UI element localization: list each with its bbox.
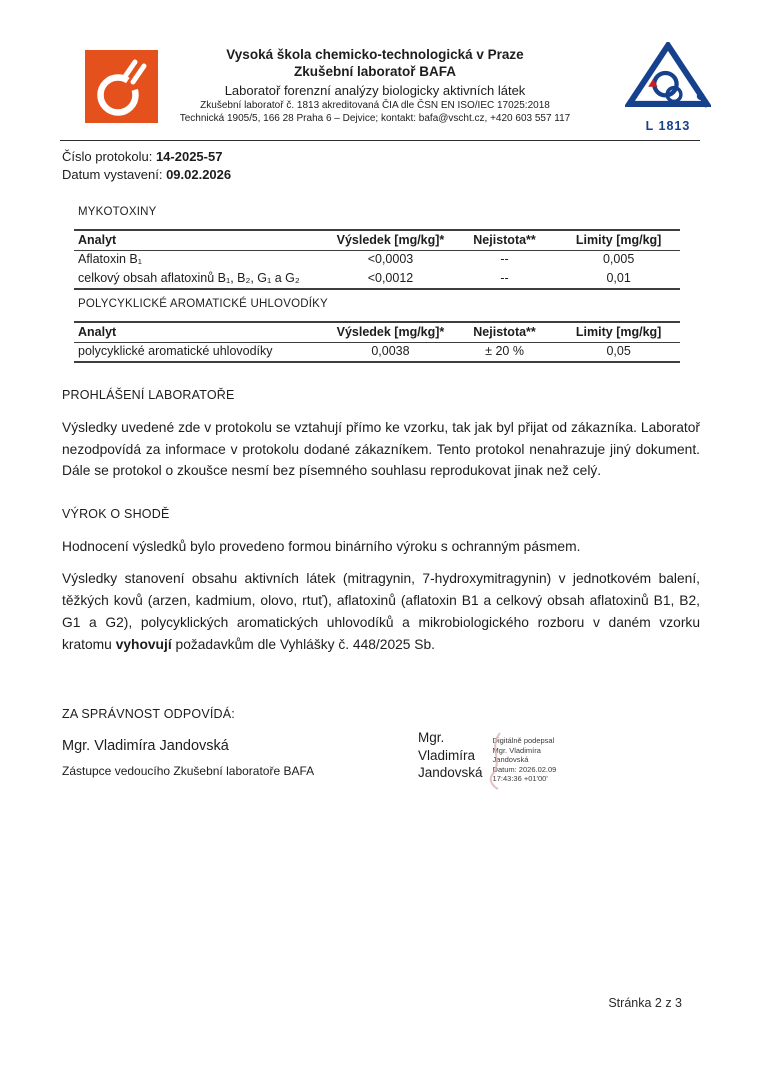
protocol-number-row: [62, 148, 231, 166]
digital-signer-name: [418, 729, 483, 784]
issue-date-label: Datum vystavení:: [62, 166, 163, 182]
digital-detail-line: Datum: 2026.02.09: [492, 764, 557, 774]
pah-table: [74, 321, 680, 363]
accreditation-line: Zkušební laboratoř č. 1813 akreditovaná ČIA dle ČSN EN ISO/IEC 17025:2018: [200, 100, 550, 111]
digital-detail-line: Jandovská: [492, 755, 529, 765]
digital-signer-line: Vladimíra: [418, 747, 476, 763]
digital-signature-block: [418, 729, 603, 784]
cia-triangle-icon: [625, 42, 711, 116]
column-header-uncertainty: Nejistota**: [452, 322, 557, 342]
issue-date-value: 09.02.2026: [166, 166, 232, 182]
section-title-responsibility: ZA SPRÁVNOST ODPOVÍDÁ:: [62, 707, 235, 721]
conformity-result-text: [62, 568, 700, 656]
digital-signature-details: [493, 729, 557, 784]
vscht-logo-icon: [85, 50, 158, 123]
column-header-result: Výsledek [mg/kg]*: [329, 322, 452, 342]
table-header-row: [74, 322, 680, 342]
lab-name: Zkušební laboratoř BAFA: [293, 63, 457, 79]
protocol-meta: [62, 148, 231, 183]
digital-detail-line: Mgr. Vladimíra: [492, 745, 541, 755]
page-number: Stránka 2 z 3: [608, 996, 682, 1010]
digital-signer-line: Mgr.: [418, 730, 445, 745]
column-header-uncertainty: Nejistota**: [452, 230, 557, 250]
column-header-limits: Limity [mg/kg]: [557, 322, 680, 342]
cell-limit: 0,005: [602, 252, 635, 266]
cell-result: 0,0038: [329, 342, 452, 362]
table-row: [74, 269, 680, 289]
column-header-analyte: Analyt: [74, 230, 329, 250]
protocol-number-value: 14-2025-57: [155, 149, 223, 164]
signer-role: Zástupce vedoucího Zkušební laboratoře BAFA: [62, 764, 315, 778]
cia-accreditation-mark: [618, 42, 718, 133]
cell-result: <0,0003: [367, 252, 414, 266]
lab-subtitle: Laboratoř forenzní analýzy biologicky aktivních látek: [224, 83, 526, 98]
digital-detail-line: 17:43:36 +01'00': [492, 774, 548, 784]
mycotoxins-table: [74, 229, 680, 290]
header-divider: [60, 140, 700, 141]
signer-name: Mgr. Vladimíra Jandovská: [62, 738, 229, 754]
section-title-conformity: VÝROK O SHODĚ: [62, 507, 170, 521]
conformity-text-before: Výsledky stanovení obsahu aktivních látek (mitragynin, 7-hydroxymitragynin) v jednotkovém balení, těžkých kovů (arzen, kadmium, olovo, rtuť), aflatoxinů (aflatoxin B1 a celkový obsah aflatoxinů B1, B2, G1 a G2), polycyklických aromatických uhlovodíků a mikrobiologického rozboru v daném vzorku kratomu: [62, 571, 700, 652]
cell-limit: 0,05: [557, 342, 680, 362]
column-header-analyte: Analyt: [74, 322, 329, 342]
cell-analyte: polycyklické aromatické uhlovodíky: [74, 342, 329, 362]
section-title-lab-declaration: PROHLÁŠENÍ LABORATOŘE: [62, 388, 235, 402]
cell-uncertainty: ± 20 %: [452, 342, 557, 362]
section-title-pah: POLYCYKLICKÉ AROMATICKÉ UHLOVODÍKY: [78, 298, 328, 310]
cell-limit: 0,01: [557, 269, 680, 289]
cell-uncertainty: --: [452, 269, 557, 289]
conformity-verdict: vyhovují: [115, 637, 172, 652]
lab-declaration-text: Výsledky uvedené zde v protokolu se vztahují přímo ke vzorku, tak jak byl přijat od zákazníka. Laboratoř nezodpovídá za informace v protokolu dodané zákazníkem. Tento protokol nenahrazuje jiný dokument. Dále se protokol o zkoušce nesmí bez písemného souhlasu reprodukovat jinak než celý.: [62, 420, 700, 478]
contact-line: Technická 1905/5, 166 28 Praha 6 – Dejvice; kontakt: bafa@vscht.cz, +420 603 557 117: [179, 113, 571, 124]
column-header-limits: Limity [mg/kg]: [557, 230, 680, 250]
conformity-method-text: Hodnocení výsledků bylo provedeno formou binárního výroku s ochranným pásmem.: [62, 539, 581, 554]
column-header-result: Výsledek [mg/kg]*: [329, 230, 452, 250]
section-title-mycotoxins: MYKOTOXINY: [78, 206, 157, 218]
table-header-row: [74, 230, 680, 250]
accreditation-number-label: L 1813: [645, 119, 691, 133]
issue-date-row: [62, 166, 231, 184]
digital-signer-line: Jandovská: [418, 765, 483, 780]
cell-result: <0,0012: [329, 269, 452, 289]
conformity-text-after: požadavkům dle Vyhlášky č. 448/2025 Sb.: [175, 637, 436, 652]
cell-analyte: Aflatoxin B₁: [78, 252, 142, 266]
table-row: [74, 342, 680, 362]
cell-analyte: celkový obsah aflatoxinů B₁, B₂, G₁ a G₂: [74, 269, 329, 289]
org-name: Vysoká škola chemicko-technologická v Praze: [226, 47, 524, 62]
protocol-number-label: Číslo protokolu:: [62, 149, 153, 164]
digital-detail-line: Digitálně podepsal: [492, 736, 555, 745]
table-row: [74, 250, 680, 269]
letterhead: [160, 47, 590, 125]
cell-uncertainty: --: [500, 252, 509, 266]
